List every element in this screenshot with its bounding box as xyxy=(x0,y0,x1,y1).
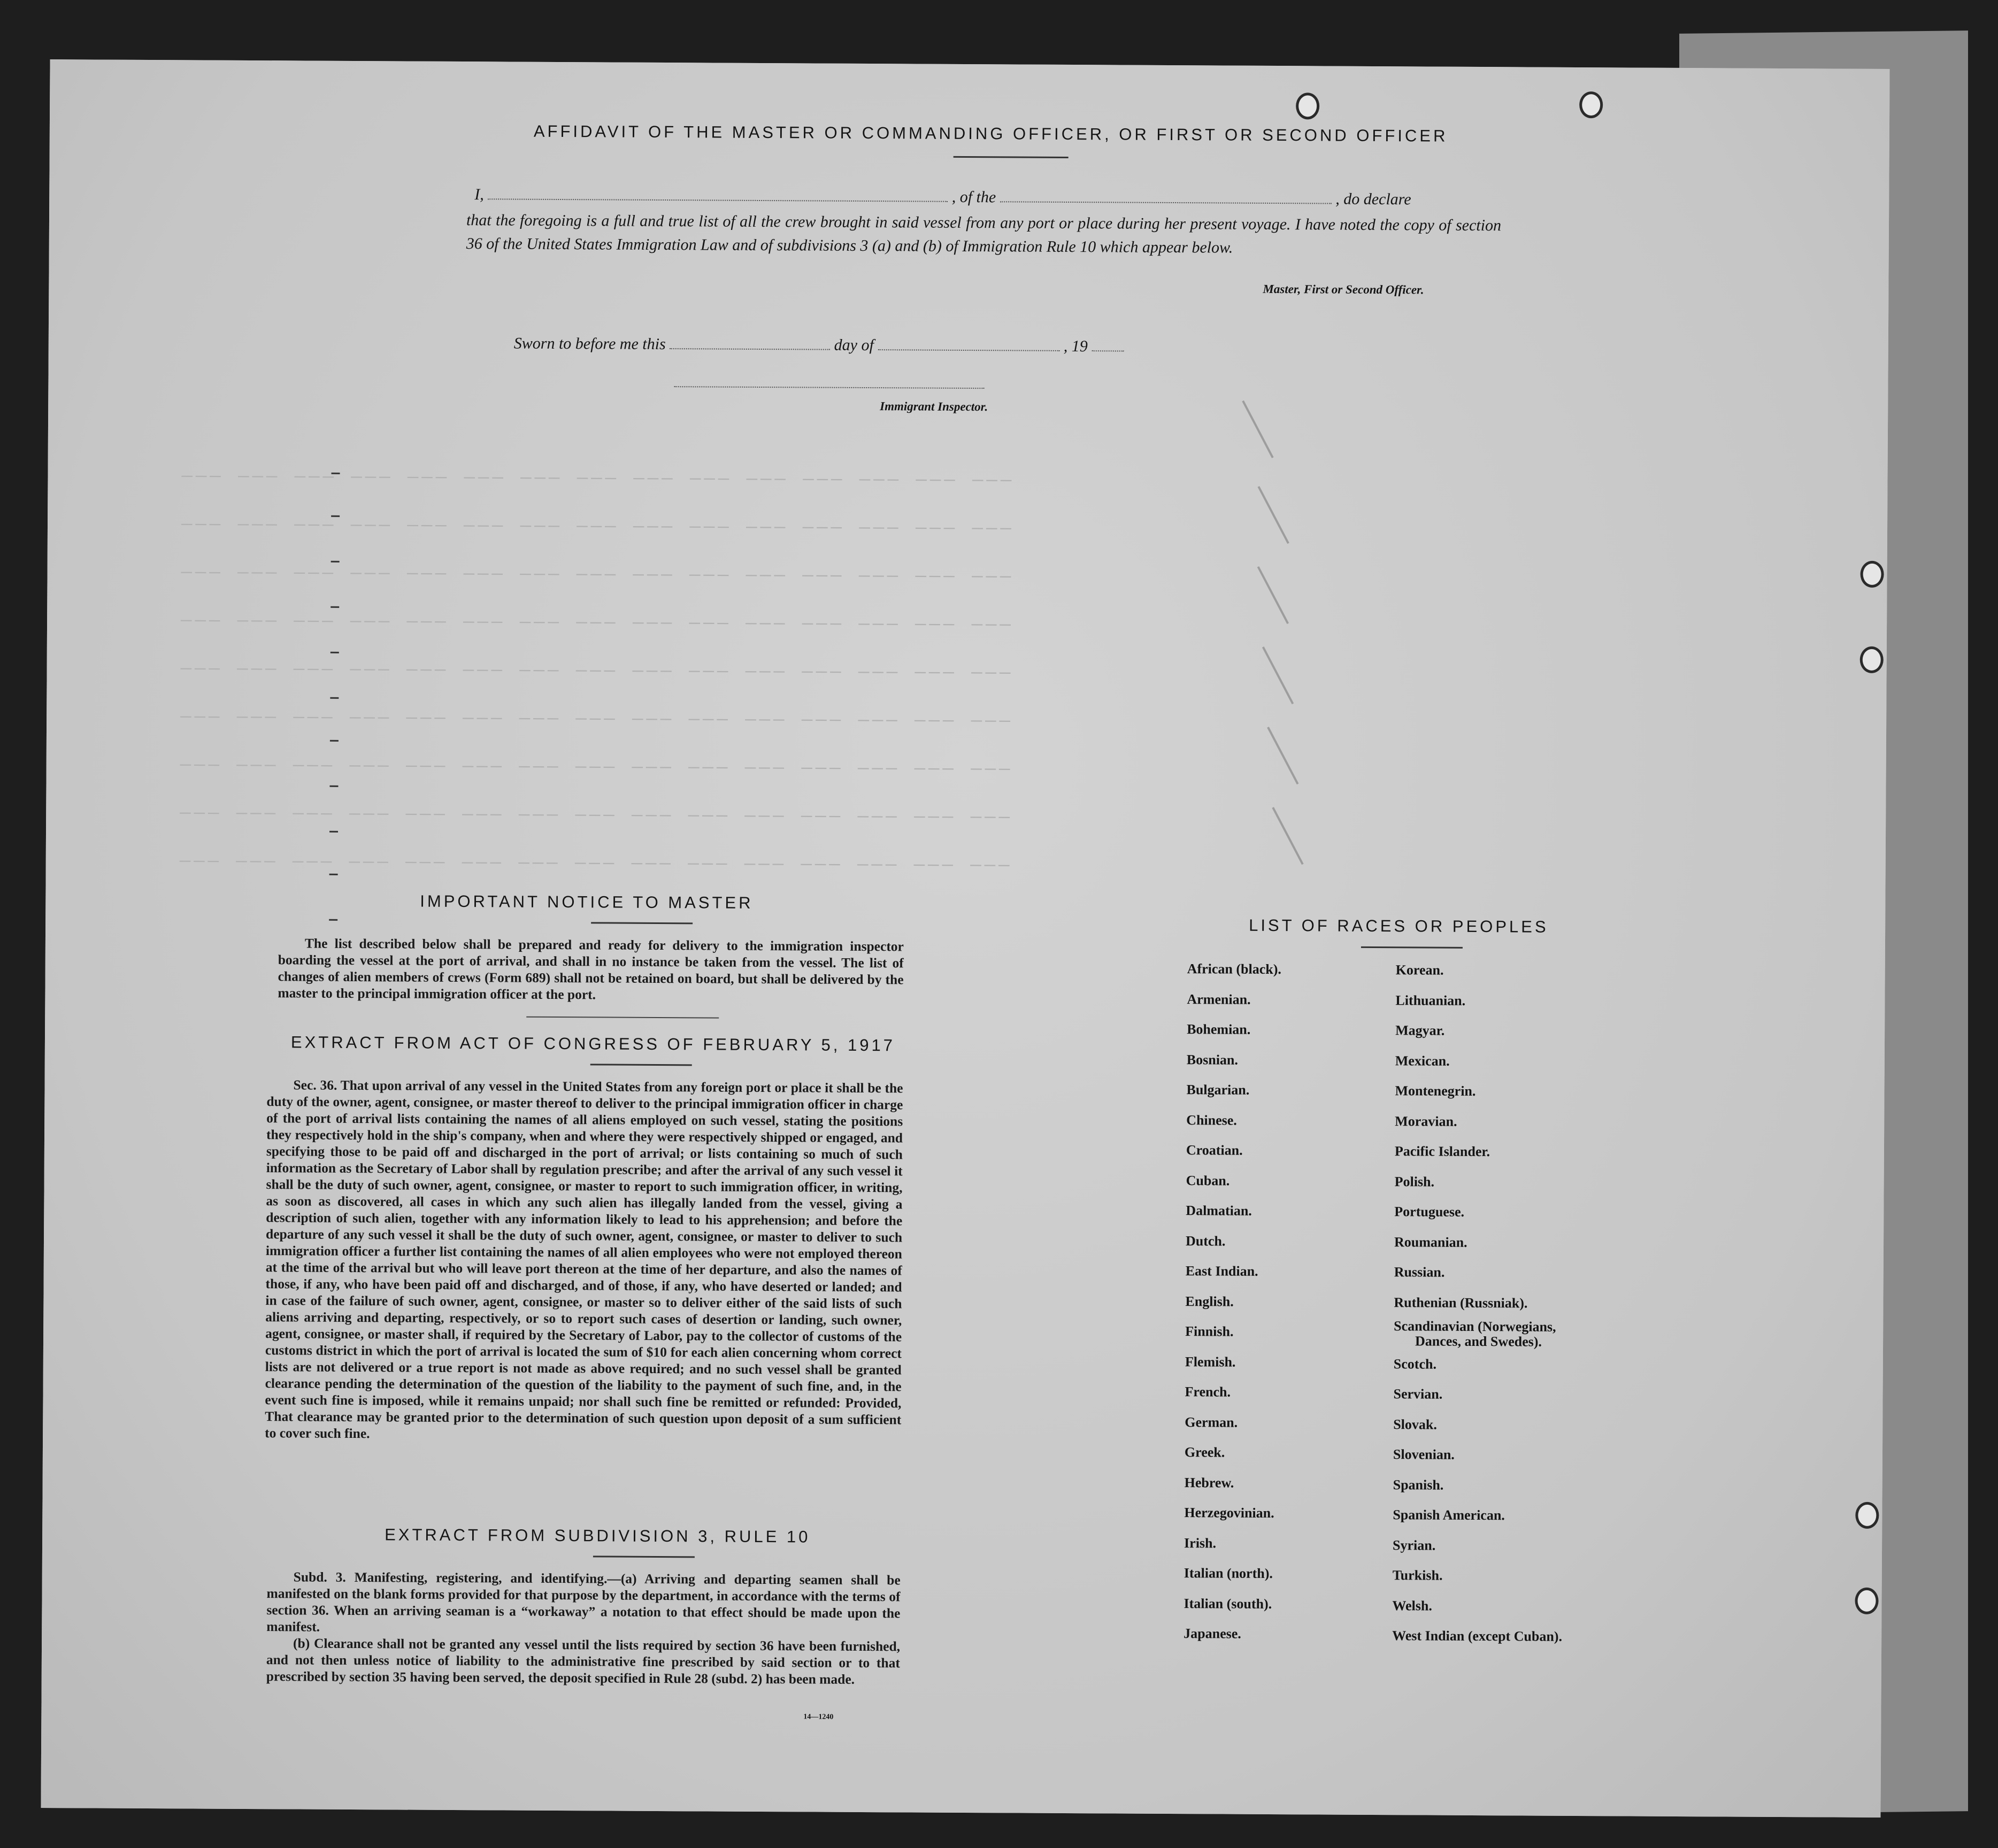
races-underline xyxy=(1361,946,1463,949)
race-item: Mexican. xyxy=(1395,1052,1450,1069)
race-item: Ruthenian (Russniak). xyxy=(1394,1294,1528,1311)
race-item: Spanish. xyxy=(1393,1476,1444,1493)
race-item: Magyar. xyxy=(1395,1022,1445,1038)
notice-text xyxy=(278,935,904,1004)
inspector-label: Immigrant Inspector. xyxy=(880,399,988,414)
race-item: Italian (south). xyxy=(1184,1595,1272,1612)
sworn-line xyxy=(514,335,1124,356)
races-right-column xyxy=(1392,955,1566,1652)
race-item: Japanese. xyxy=(1184,1626,1241,1642)
affidavit-body: that the foregoing is a full and true list of all the crew brought in said vessel from any port or place during her present voyage. I have noted the copy of section 36 of the United States Immigration Law and of subdivisions 3 (a) and (b) of Immigration Rule 10 which appear below. xyxy=(466,211,1502,257)
binder-hole xyxy=(1860,561,1884,588)
race-item: Dalmatian. xyxy=(1186,1203,1252,1219)
race-item: Herzegovinian. xyxy=(1184,1505,1274,1521)
margin-dash xyxy=(331,561,340,563)
vessel-name-blank xyxy=(1000,201,1332,204)
margin-dash xyxy=(329,786,338,787)
act-extract-paragraph: Sec. 36. That upon arrival of any vessel in the United States from any foreign port or place it shall be the duty of the owner, agent, consignee, or master thereof to deliver to the principal immigration officer in charge of the port of arrival lists containing the names of all aliens employed on such vessel, stating the positions they respectively hold in the ship's company, when and where they were respectively shipped or engaged, and specifying those to be paid off and discharged in the port of arrival; or lists containing so much of such information as the Secretary of Labor shall by regulation prescribe; and after the arrival of any such vessel it shall be the duty of such owner, agent, consignee, or master to report to such immigration officer, in writing, as soon as discovered, all cases in which any such alien has illegally landed from the vessel, giving a description of such alien, together with any information likely to lead to his apprehension; and before the departure of any such vessel it shall be the duty of such owner, agent, consignee, or master to deliver to such immigration officer a further list containing the names of all alien employees who were not employed thereon at the time of the arrival but who will leave port thereon at the time of her departure, and also the names of those, if any, who have been paid off and discharged, and of those, if any, who have deserted or landed; and in case of the failure of such owner, agent, consignee, or master so to deliver either of the said lists of such aliens arriving and departing, respectively, or so to report such cases of desertion or landing, such owner, agent, consignee, or master shall, if required by the Secretary of Labor, pay to the collector of customs of the customs district in which the port of arrival is located the sum of $10 for each alien concerning whom correct lists are not delivered or a true report is not made as above required; and no such vessel shall be granted clearance pending the determination of the question of the liability to the payment of such fine, and, in the event such fine is imposed, while it remains unpaid; nor shall such fine be remitted or refunded: Provided, That clearance may be granted prior to the determination of such question upon deposit of a sum sufficient to cover such fine. xyxy=(265,1077,903,1442)
master-signature-label: Master, First or Second Officer. xyxy=(1263,282,1424,297)
bleed-through-area: ——— ——— ——— ——— ——— ——— ——— ——— ——— ——— ——— ——— ——— ——— ——— ——— ——— ——— ——— ——— ——— ——— ——— ——— ——— ——— ——— ——— ——— ——— ——— ——— ——— ——— ——— ——— ——— ——— ——— ——— ——— ——— ——— ——— ——— ——— ——— ——— ——— ——— ——— ——— ——— ——— ——— ——— ——— ——— ——— ——— ——— ——— ——— ——— ——— ——— ——— ——— ——— ——— ——— ——— ——— ——— ——— ——— ——— ——— ——— ——— ——— ——— ——— ——— ——— ——— ——— ——— ——— ——— ——— ——— ——— ——— ——— ——— ——— ——— ——— ——— ——— ——— ——— ——— ——— ——— ——— ——— ——— ——— ——— ——— ——— ——— ——— ——— ——— ——— ——— ——— ——— ——— ——— ——— ——— ——— ——— ——— ——— ——— ——— ——— ——— ——— ——— xyxy=(179,466,1015,876)
race-item: Cuban. xyxy=(1186,1172,1230,1189)
race-item: Flemish. xyxy=(1185,1353,1236,1370)
race-item: West Indian (except Cuban). xyxy=(1392,1628,1563,1644)
binder-hole xyxy=(1579,91,1603,118)
race-item: Scotch. xyxy=(1393,1356,1437,1372)
race-item: Roumanian. xyxy=(1394,1234,1467,1250)
race-item: Slovak. xyxy=(1393,1416,1437,1433)
margin-dash xyxy=(329,831,338,833)
race-item: Russian. xyxy=(1394,1264,1445,1280)
race-item: Croatian. xyxy=(1186,1142,1243,1158)
race-item: Syrian. xyxy=(1392,1537,1436,1553)
race-item: East Indian. xyxy=(1185,1263,1258,1279)
form-number: 14—1240 xyxy=(803,1713,834,1721)
notice-title: IMPORTANT NOTICE TO MASTER xyxy=(420,891,754,912)
races-title: LIST OF RACES OR PEOPLES xyxy=(1249,915,1549,936)
race-item: German. xyxy=(1185,1414,1238,1430)
pencil-mark xyxy=(1267,727,1298,784)
race-item: Portuguese. xyxy=(1394,1204,1465,1220)
margin-dash xyxy=(331,606,339,608)
sworn-day-blank xyxy=(670,348,830,350)
race-item-line: Dances, and Swedes). xyxy=(1415,1333,1542,1350)
race-item: Polish. xyxy=(1394,1173,1435,1190)
sworn-prefix: Sworn to before me this xyxy=(513,334,666,353)
pencil-mark xyxy=(1242,401,1273,458)
race-item-multiline xyxy=(1394,1318,1564,1350)
race-item: Bosnian. xyxy=(1186,1051,1239,1068)
race-item: Slovenian. xyxy=(1393,1446,1455,1462)
race-item: Armenian. xyxy=(1187,991,1251,1007)
race-item: Finnish. xyxy=(1185,1323,1234,1339)
sworn-month-blank xyxy=(878,349,1059,351)
race-item: Dutch. xyxy=(1185,1233,1226,1249)
sworn-dayof: day of xyxy=(834,336,874,355)
binder-hole xyxy=(1860,646,1884,673)
act-extract-text xyxy=(265,1076,903,1444)
binder-hole xyxy=(1855,1588,1878,1614)
pencil-mark xyxy=(1272,807,1303,865)
notice-paragraph: The list described below shall be prepared and ready for delivery to the immigration inspector boarding the vessel at the port of arrival, and shall in no instance be taken from the vessel. The list of changes of alien members of crews (Form 689) shall not be retained on board, but shall be delivered by the master to the principal immigration officer at the port. xyxy=(278,935,904,1003)
binder-hole xyxy=(1296,93,1319,119)
vessel-prefix: , of the xyxy=(951,188,996,206)
pencil-mark xyxy=(1257,486,1289,544)
affidavit-title: AFFIDAVIT OF THE MASTER OR COMMANDING OFFICER, OR FIRST OR SECOND OFFICER xyxy=(533,121,1448,145)
sworn-year-blank xyxy=(1092,350,1124,351)
race-item: Spanish American. xyxy=(1393,1507,1505,1523)
affidavit-declaration-line xyxy=(474,186,1411,209)
pencil-mark xyxy=(1257,566,1289,624)
margin-dash xyxy=(329,874,338,875)
races-left-column xyxy=(1184,954,1281,1649)
margin-dash xyxy=(332,473,340,474)
margin-dash xyxy=(331,515,340,517)
rule-extract-text xyxy=(266,1568,901,1688)
margin-dash xyxy=(331,652,339,653)
section-divider xyxy=(526,1017,719,1019)
binder-hole xyxy=(1855,1502,1879,1529)
sworn-year-prefix: , 19 xyxy=(1063,337,1088,356)
race-item: Chinese. xyxy=(1186,1112,1237,1128)
race-item: Hebrew. xyxy=(1184,1474,1234,1491)
rule-extract-underline xyxy=(593,1556,695,1558)
declarant-prefix: I, xyxy=(474,186,484,204)
race-item: Turkish. xyxy=(1392,1567,1443,1583)
race-item: Bohemian. xyxy=(1187,1021,1251,1037)
race-item: Irish. xyxy=(1184,1535,1217,1551)
race-item: Korean. xyxy=(1395,962,1444,978)
race-item: Italian (north). xyxy=(1184,1565,1273,1582)
race-item: French. xyxy=(1185,1384,1231,1400)
margin-dash xyxy=(329,919,337,921)
race-item: Welsh. xyxy=(1392,1597,1432,1614)
race-item: Pacific Islander. xyxy=(1394,1143,1490,1160)
document-page xyxy=(41,59,1889,1818)
rule-paragraph-a: Subd. 3. Manifesting, registering, and identifying.—(a) Arriving and departing seamen shall be manifested on the blank forms provided for that purpose by the department, in accordance with the terms of section 36. When an arriving seaman is a “workaway” a notation to that effect should be made upon the manifest. xyxy=(266,1569,901,1635)
rule-extract-title: EXTRACT FROM SUBDIVISION 3, RULE 10 xyxy=(385,1525,811,1546)
pencil-mark xyxy=(1262,646,1294,704)
notice-underline xyxy=(591,922,693,924)
race-item: Bulgarian. xyxy=(1186,1082,1250,1098)
race-item: English. xyxy=(1185,1293,1234,1310)
rule-paragraph-b: (b) Clearance shall not be granted any vessel until the lists required by section 36 have been furnished, and not then unless notice of liability to the administrative fine prescribed by said section or to that prescribed by section 35 having been served, the deposit specified in Rule 28 (subd. 2) has been made. xyxy=(266,1635,901,1687)
inspector-signature-line xyxy=(674,386,984,389)
margin-dash xyxy=(330,697,339,699)
race-item: Servian. xyxy=(1393,1386,1443,1402)
margin-dash xyxy=(330,740,339,742)
race-item: Moravian. xyxy=(1395,1113,1457,1129)
declare-suffix: , do declare xyxy=(1335,190,1411,209)
act-extract-underline xyxy=(590,1064,692,1066)
declarant-name-blank xyxy=(488,198,948,202)
race-item: Lithuanian. xyxy=(1395,992,1466,1008)
race-item: Greek. xyxy=(1184,1444,1225,1460)
race-item: African (black). xyxy=(1187,961,1281,977)
race-item: Montenegrin. xyxy=(1395,1083,1476,1099)
race-item-line: Scandinavian (Norwegians, xyxy=(1394,1318,1556,1335)
title-underline xyxy=(954,156,1069,158)
act-extract-title: EXTRACT FROM ACT OF CONGRESS OF FEBRUARY 5, 1917 xyxy=(290,1033,896,1055)
